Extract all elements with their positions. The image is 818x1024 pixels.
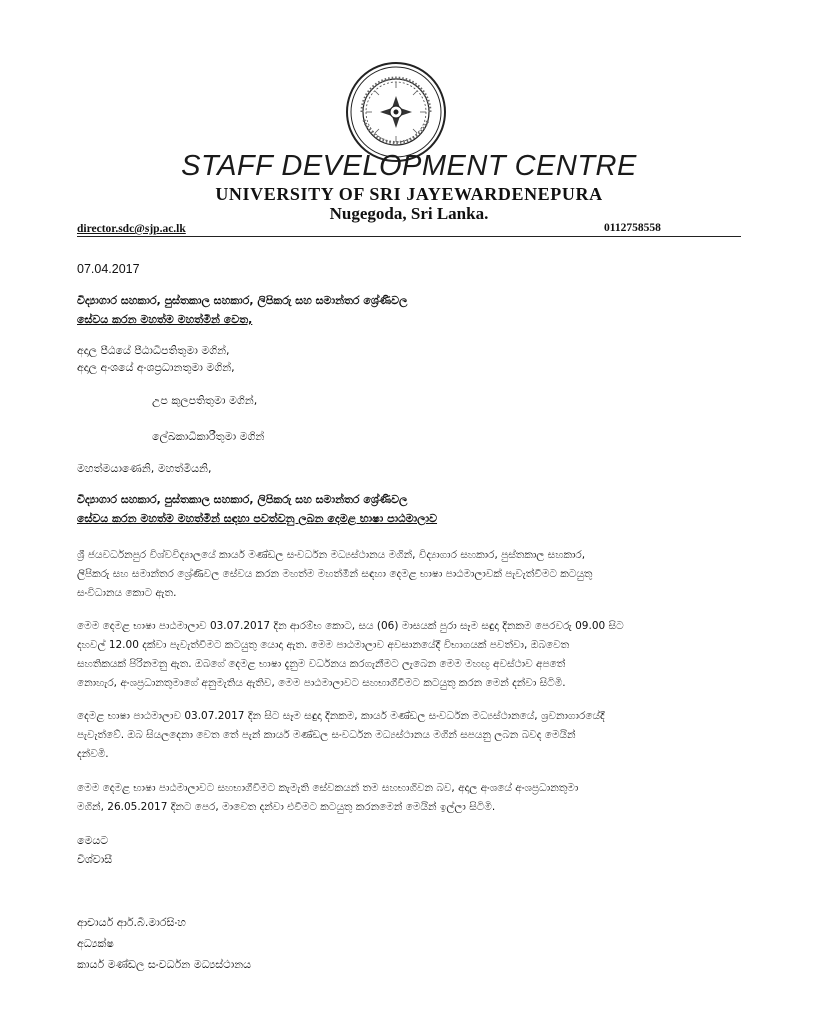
signatory-title: අධ්‍යක්ෂ	[77, 937, 114, 950]
phone-number: 0112758558	[604, 222, 661, 234]
header-divider	[77, 236, 741, 237]
closing-line-1: මෙයට	[77, 834, 109, 847]
centre-title: STAFF DEVELOPMENT CENTRE	[181, 150, 637, 182]
closing-line-2: විශ්වාසී	[77, 853, 113, 866]
body-paragraph-3	[77, 707, 741, 764]
university-name: UNIVERSITY OF SRI JAYEWARDENEPURA	[215, 184, 603, 204]
addressee-line-1: විද්‍යාගාර සහකාර, පුස්තකාල සහකාර, ලිපිකරු සහ සමාන්තර ශ්‍රේණිවල	[77, 294, 408, 307]
body-paragraph-1	[77, 546, 741, 603]
university-seal-icon	[344, 60, 448, 164]
paragraph-line: මෙම දෙමළ භාෂා පාඨමාලාව 03.07.2017 දින ආරම්භ කොට, සය (06) මාසයක් පුරා සෑම සඳුදා දිනකම පෙරවරු 09.00 සිට	[77, 620, 624, 632]
paragraph-line: සහතිකයක් පිරිනමනු ඇත. ඔබගේ දෙමළ භාෂා දැනුම වර්ධනය කරගැනීමට ලැබෙන මෙම මහඟු අවස්ථාව අපතේ	[77, 658, 566, 670]
salutation: මහත්මයාණෙනි, මහත්මියනි,	[77, 462, 212, 475]
letter-date: 07.04.2017	[77, 262, 140, 276]
subject-line-1: විද්‍යාගාර සහකාර, පුස්තකාල සහකාර, ලිපිකරු සහ සමාන්තර ශ්‍රේණිවල	[77, 493, 408, 506]
subject-line-2: සේවය කරන මහත්ම මහත්මීන් සඳහා පවත්වනු ලබන දෙමළ භාෂා පාඨමාලාව	[77, 512, 438, 525]
university-location: Nugegoda, Sri Lanka.	[329, 204, 489, 223]
signatory-department: කාර්ය මණ්ඩල සංවර්ධන මධ්‍යස්ථානය	[77, 958, 252, 971]
paragraph-line: සංවිධානය කොට ඇත.	[77, 587, 177, 599]
through-dean: අදාල පීඨයේ පීඨාධිපතිතුමා මගින්,	[77, 344, 230, 357]
paragraph-line: දන්වමි.	[77, 748, 109, 760]
paragraph-line: මගින්, 26.05.2017 දිනට පෙර, මාවෙත දන්වා එවීමට කටයුතු කරනමෙන් මෙයින් ඉල්ලා සිටිමි.	[77, 801, 496, 813]
paragraph-line: ලිපිකරු සහ සමාන්තර ශ්‍රේණිවල සේවය කරන මහත්ම මහත්මීන් සඳහා දෙමළ භාෂා පාඨමාලාවක් පැවැත්වීමට කටයුතු	[77, 568, 593, 580]
paragraph-line: දහවල් 12.00 දක්වා පැවැත්වීමට කටයුතු යොදා ඇත. මෙම පාඨමාලාව අවසානයේදී විභාගයක් පවත්වා, ඔබවෙත	[77, 639, 570, 651]
paragraph-line: දෙමළ භාෂා පාඨමාලාව 03.07.2017 දින සිට සෑම සඳුදා දිනකම, කාර්ය මණ්ඩල සංවර්ධන මධ්‍යස්ථානයේ, ශ්‍රවනාගාරයේදී	[77, 710, 605, 722]
body-paragraph-2	[77, 617, 741, 693]
through-vc: උප කුලපතිතුමා මගින්,	[152, 394, 258, 407]
signatory-name: ආචාර්ය ආර්.බී.මාරසිංහ	[77, 916, 186, 929]
addressee-line-2: සේවය කරන මහත්ම මහත්මීන් වෙත,	[77, 313, 253, 326]
body-paragraph-4	[77, 779, 741, 817]
paragraph-line: නොහැර, අංශප්‍රධානතුමාගේ අනුමැතිය ඇතිව, මෙම පාඨමාලාවට සහභාගීවීමට කටයුතු කරන මෙන් දන්වා සිටිමි.	[77, 677, 566, 689]
paragraph-line: මෙම දෙමළ භාෂා පාඨමාලාවට සහභාගීවීමට කැමැති සේවකයන් තම සහභාගිවන බව, අදාල අංශයේ අංශප්‍රධානතුමා	[77, 782, 579, 794]
through-registrar: ලේඛකාධිකාරීතුමා මගින්	[152, 430, 265, 443]
through-head: අදාල අංශයේ අංශප්‍රධානතුමා මගින්,	[77, 361, 235, 374]
paragraph-line: පැවැත්වේ. ඔබ සියලදෙනා වෙත තේ පැන් කාර්ය මණ්ඩල සංවර්ධන මධ්‍යස්ථානය මගින් සපයනු ලබන බවද මෙයින්	[77, 729, 576, 741]
paragraph-line: ශ්‍රී ජයවර්ධනපුර විශ්වවිද්‍යාලයේ කාර්ය මණ්ඩල සංවර්ධන මධ්‍යස්ථානය මගින්, විද්‍යාගාර සහකාර, පුස්තකාල සහකාර,	[77, 549, 586, 561]
email-link[interactable]: director.sdc@sjp.ac.lk	[77, 223, 186, 235]
